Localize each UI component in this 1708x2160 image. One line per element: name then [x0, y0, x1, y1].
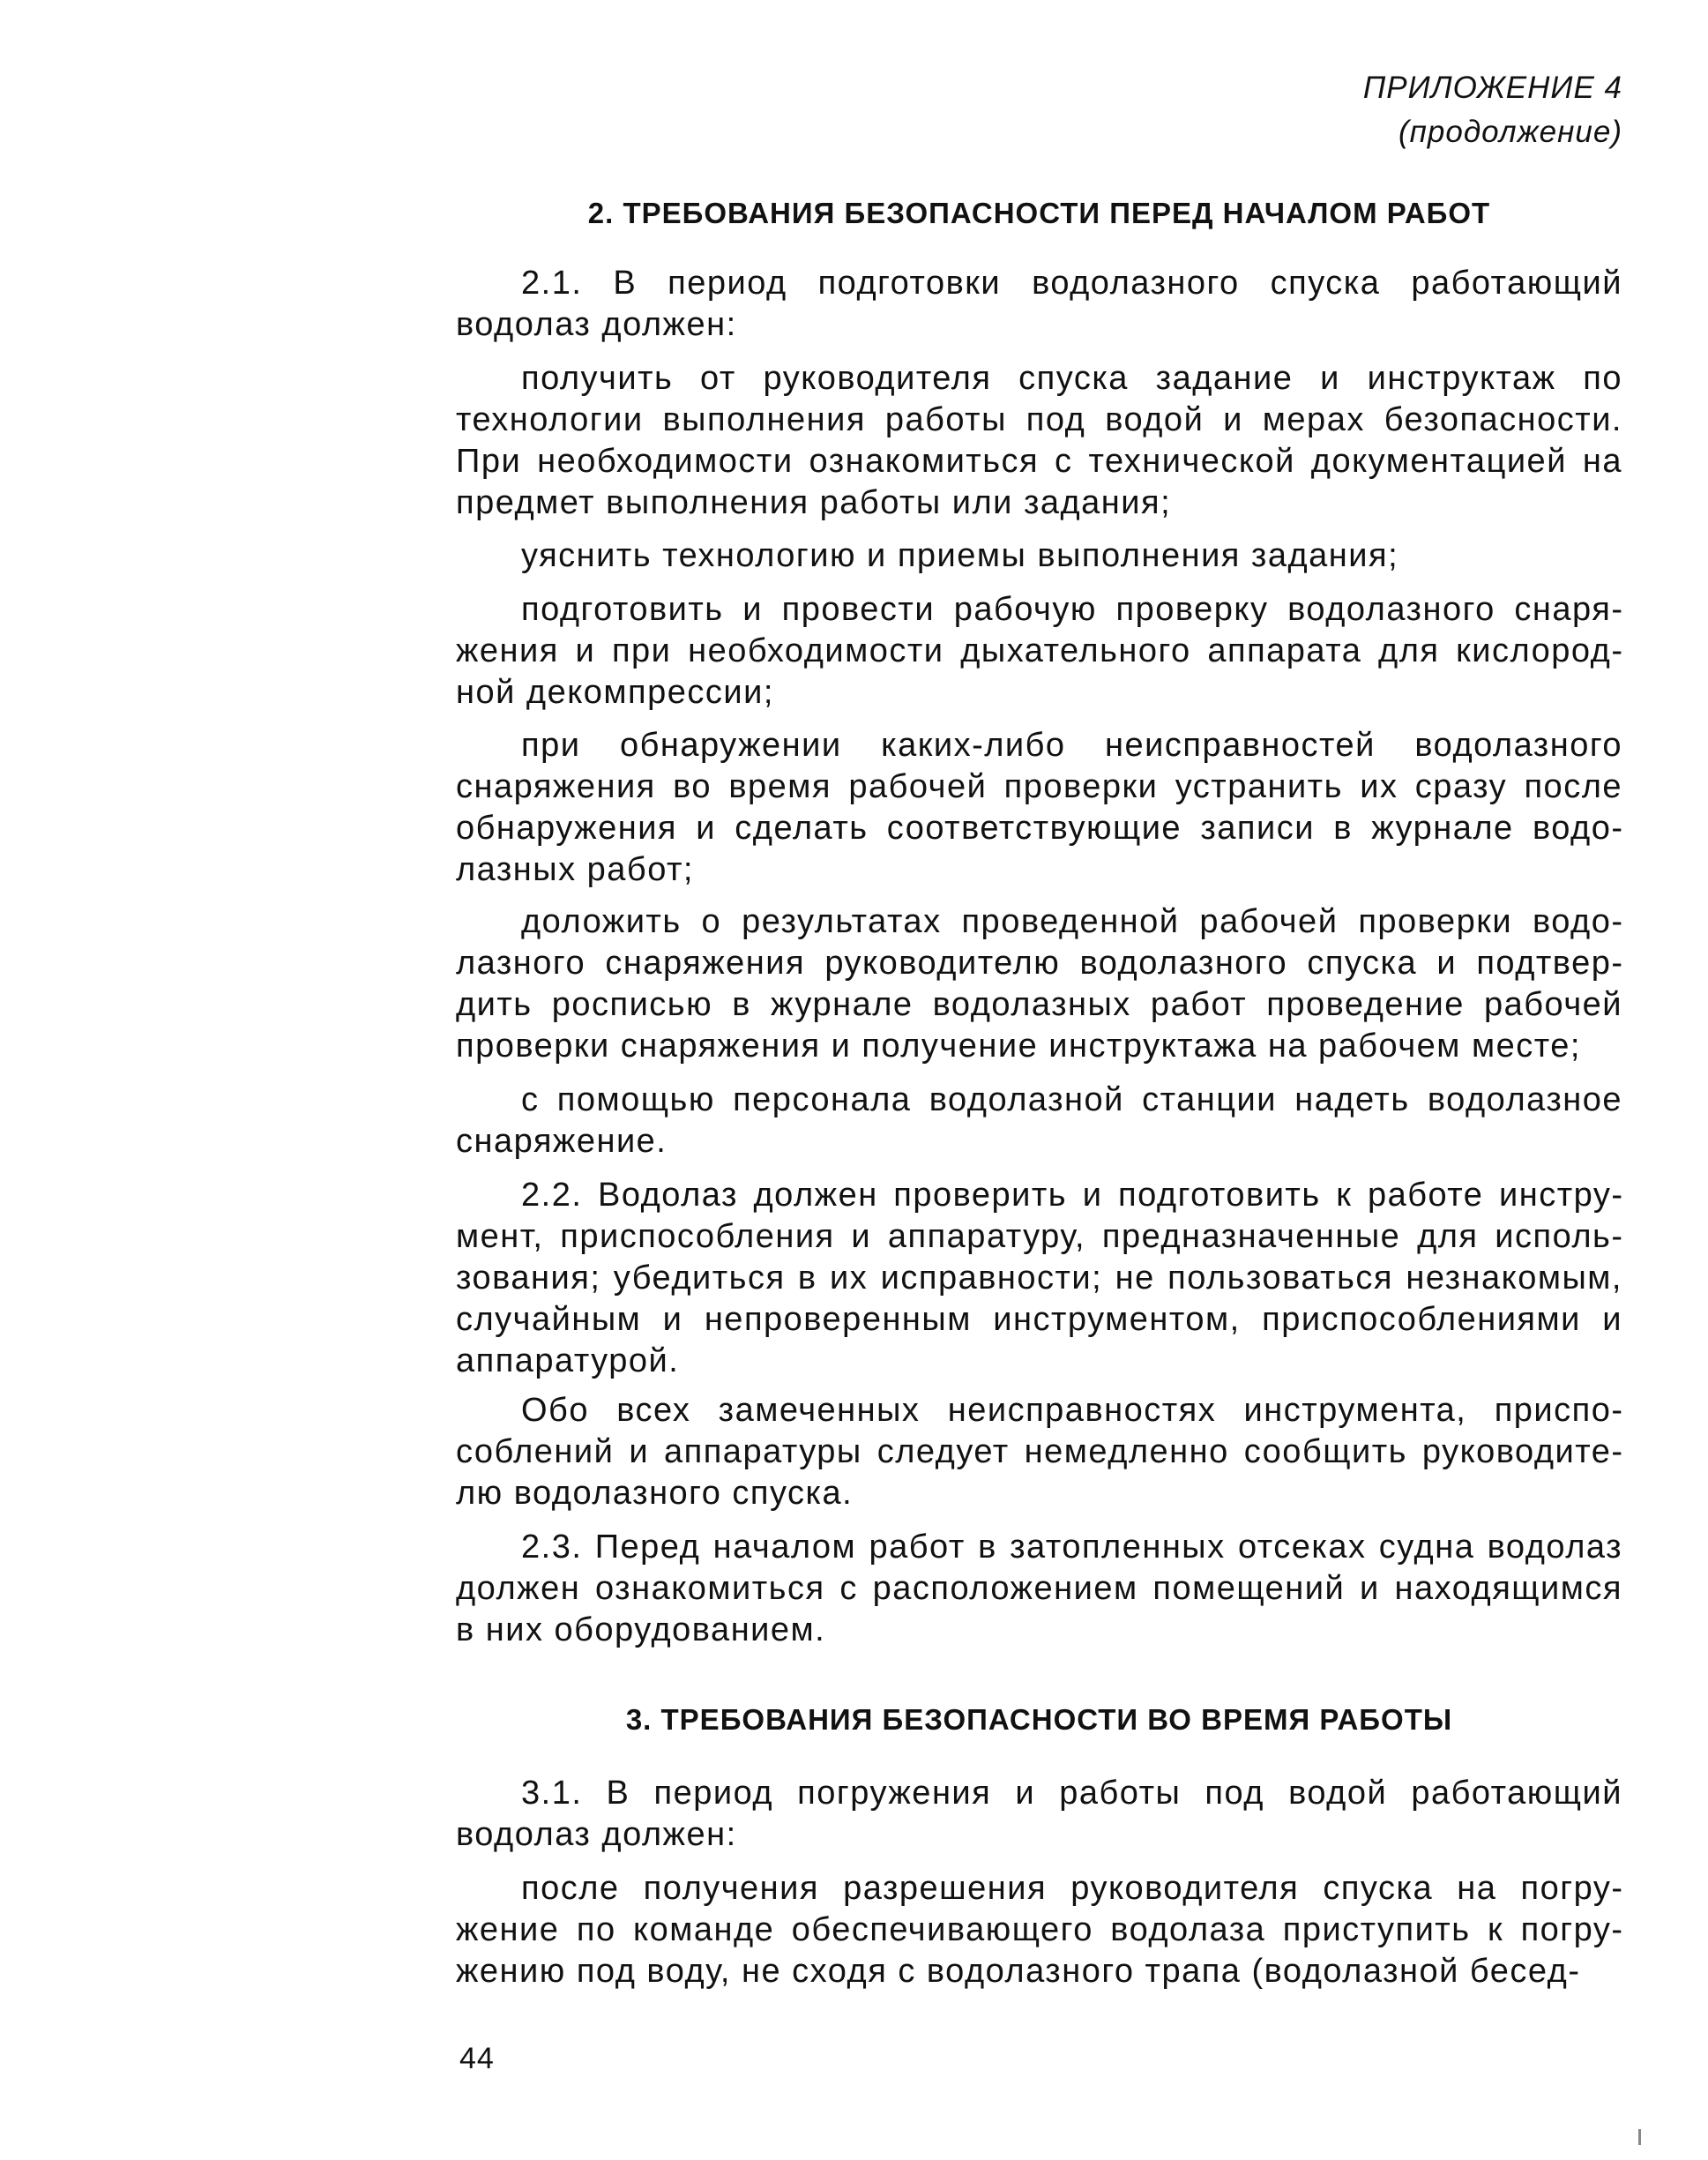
page-number: 44 — [459, 2042, 495, 2075]
paragraph-3-1: 3.1. В период погружения и работы под водой работающий водолаз должен: — [456, 1775, 1622, 1853]
section-heading-3: 3. ТРЕБОВАНИЯ БЕЗОПАСНОСТИ ВО ВРЕМЯ РАБОТЫ — [625, 1703, 1453, 1736]
paragraph-2-1-item-equipment-check: подготовить и провести рабочую проверку водолазного снаряжения и при необходимости дыхательного аппарата для кислородной декомпрессии; — [456, 591, 1622, 711]
paragraph-2-1-item-malfunctions: при обнаружении каких-либо неисправностей водолазного снаряжения во время рабочей проверки устранить их сразу после обнаружения и сделать соответствующие записи в журнале водолазных работ; — [456, 727, 1622, 888]
paragraph-2-1: 2.1. В период подготовки водолазного спуска работающий водолаз должен: — [456, 265, 1622, 343]
paragraph-2-1-item-report: доложить о результатах проведенной рабочей проверки водолазного снаряжения руководителю водолазного спуска и подтвердить росписью в журнале водолазных работ проведение рабочей проверки снаряжения и получение инструктажа на рабочем месте; — [456, 903, 1622, 1065]
section-heading-2: 2. ТРЕБОВАНИЯ БЕЗОПАСНОСТИ ПЕРЕД НАЧАЛОМ РАБОТ — [587, 197, 1491, 229]
paragraph-2-1-item-technology: уяснить технологию и приемы выполнения задания; — [521, 537, 1399, 574]
scan-artifact-mark — [1638, 2129, 1641, 2145]
paragraph-2-3: 2.3. Перед началом работ в затопленных отсеках судна водолаз должен ознакомиться с расположением помещений и находящимся в них оборудованием. — [456, 1528, 1622, 1648]
paragraph-2-1-item-briefing: получить от руководителя спуска задание и инструктаж по технологии выполнения работы под водой и мерах безопасности. При необходимости ознакомиться с технической документацией на предмет выполнения работы или задания; — [456, 360, 1622, 521]
paragraph-2-2: 2.2. Водолаз должен проверить и подготовить к работе инструмент, приспособления и аппаратуру, предназначенные для использования; убедиться в их исправности; не пользоваться незнакомым, случайным и непроверенным инструментом, приспособлениями и аппаратурой. — [456, 1177, 1622, 1379]
appendix-continuation-label: (продолжение) — [1398, 115, 1622, 149]
appendix-label: ПРИЛОЖЕНИЕ 4 — [1362, 71, 1622, 105]
paragraph-3-1-item-descent: после получения разрешения руководителя спуска на погружение по команде обеспечивающего водолаза приступить к погружению под воду, не сходя с водолазного трапа (водолазной бесед- — [456, 1870, 1622, 1990]
paragraph-2-1-item-dress: с помощью персонала водолазной станции надеть водолазное снаряжение. — [456, 1081, 1622, 1160]
paragraph-2-2-note: Обо всех замеченных неисправностях инструмента, приспособлений и аппаратуры следует немедленно сообщить руководителю водолазного спуска. — [456, 1392, 1622, 1512]
